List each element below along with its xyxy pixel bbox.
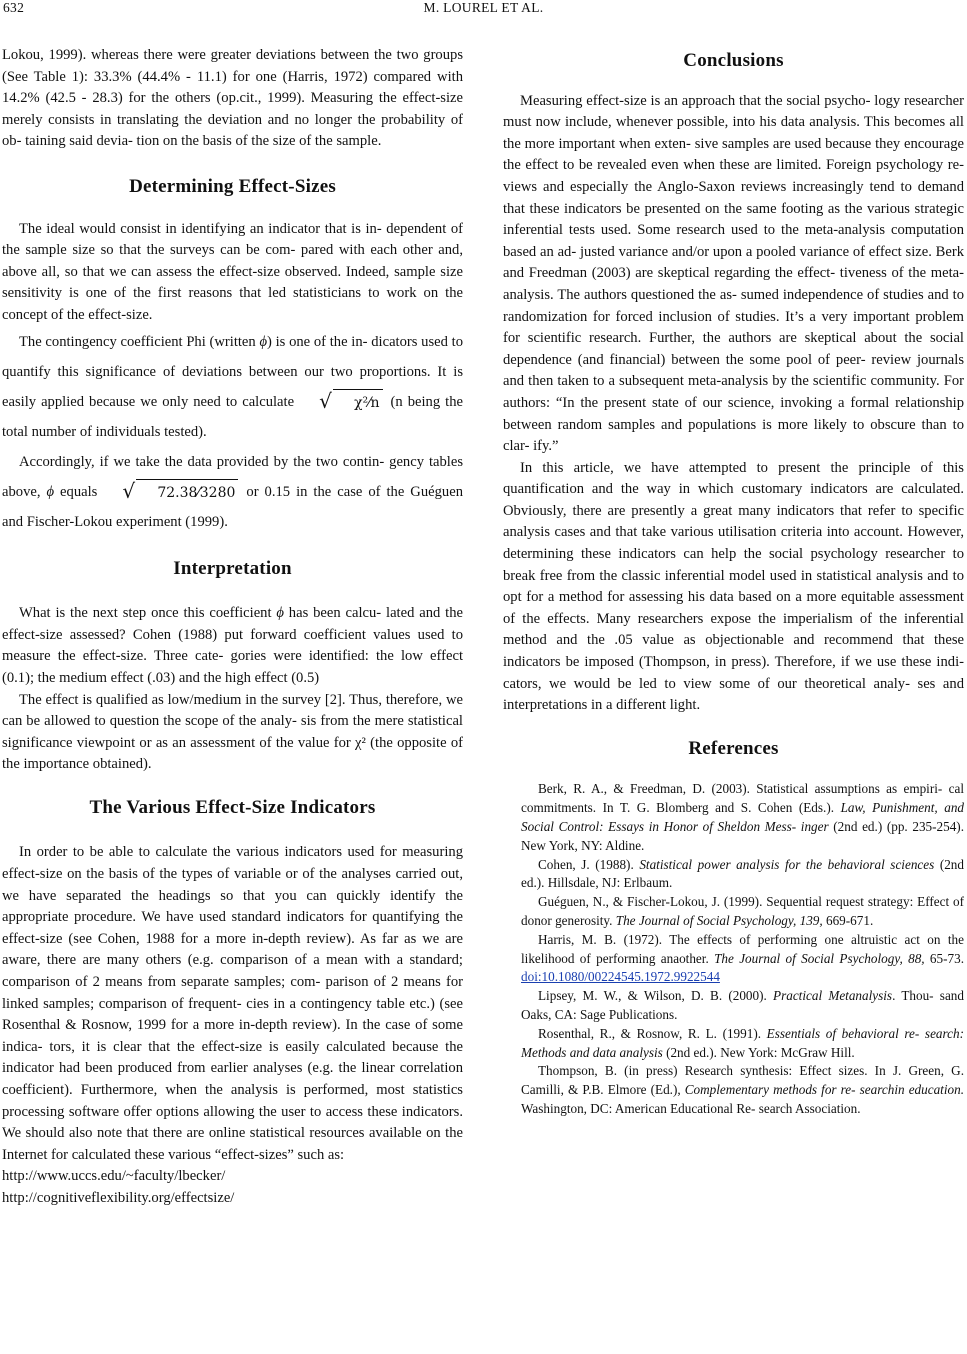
url-cognitiveflexibility: http://cognitiveflexibility.org/effectsize/	[2, 1189, 235, 1206]
effect-paragraph-2	[2, 327, 463, 447]
reference-title: The Journal of Social Psychology, 88,	[714, 950, 925, 966]
reference-text: Rosenthal, R., & Rosnow, R. L. (1991).	[538, 1025, 767, 1041]
section-heading-various-indicators: The Various Effect-Size Indicators	[89, 796, 376, 818]
formula-2-inner: 72.38⁄3280	[136, 479, 238, 506]
url-uccs: http://www.uccs.edu/~faculty/lbecker/	[2, 1168, 226, 1185]
doi-link[interactable]: doi:10.1080/00224545.1972.9922544	[521, 969, 720, 985]
various-paragraph-1: In order to be able to calculate the various indicators used for measuring effect-size on the basis of the types of variable or of the analyses carried out, we have separated the headings so that you can quickly identify the appropriate procedure. We have used standard indicators for quantifying the effect-size (see Cohen, 1988 for a more in-depth review). As far as we are aware, there are many others (e.g. comparison of a mean with a standard; comparison of 2 means from separate samples; com- parison of 2 means for linked samples; comparison of frequent- cies in a contingency table etc.) (see Rosenthal & Rosnow, 1999 for a more in-depth review). In the case of some indica- tors, it is clear that the effect-size is easily calculated because the indicator had been produced from earlier analyses (e.g. the linear correlation coefficient). Furthermore, when the analysis is performed, most statistics processing software offer options allowing the user to access these indicators. We should also note that there are online statistical resources available on the Internet for calculated these various “effect-sizes” such as:	[2, 844, 463, 1163]
reference-item	[503, 1025, 964, 1063]
running-title: M. LOUREL ET AL.	[423, 0, 544, 15]
radical-sign-icon: √	[122, 479, 136, 504]
reference-item	[503, 780, 964, 855]
reference-text: Lipsey, M. W., & Wilson, D. B. (2000).	[538, 988, 774, 1004]
effect-p3-text-a: Accordingly, if we take the data provided by the two contin- gency tables above,	[2, 453, 463, 500]
reference-item	[503, 856, 964, 894]
effect-p3-text-b: equals	[54, 483, 98, 500]
section-heading-effect-sizes: Determining Effect-Sizes	[129, 175, 336, 197]
reference-item	[503, 987, 964, 1025]
reference-text: (2nd ed.). New York: McGraw Hill.	[662, 1044, 855, 1060]
reference-text: 65-73.	[924, 950, 964, 966]
reference-title: Statistical power analysis for the behavioral sciences	[639, 856, 935, 872]
reference-item	[503, 931, 964, 987]
reference-title: The Journal of Social Psychology, 139,	[615, 912, 823, 928]
phi-symbol: ϕ	[259, 333, 268, 350]
reference-text: Washington, DC: American Educational Re- search Association.	[521, 1100, 861, 1116]
formula-1-inner: χ²⁄n	[333, 389, 382, 416]
reference-title: Practical Metanalysis	[773, 988, 893, 1004]
concl-paragraph-1: Measuring effect-size is an approach that the social psycho- logy researcher must now include, whenever possible, into his data analysis. This becomes all the more important when exten- sive samples are used because they encourage the effect to be revealed even when these are limited. Foreign psychology re- views and especially the Anglo-Saxon reviews increasingly tend to demand that these indicators be presented on the same footing as the various strategic inferential tests used. Some research used to the meta-analysis computation based an ad- justed variance and/or upon a pooled variance of effect size. Berk and Freedman (2003) are skeptical regarding the effect- tiveness of the meta-analysis. The authors questioned the as- sumed independence of studies and to randomization for forced inclusion of studies. It’s a very important problem for scientific research. Further, the authors are skeptical about the social dependence (and financial) between the some pool of peer- review journals and then taken to a subsequent meta-analysis by the scientific community. For authors: “In the present state of our science, invoking a formal relationship between random samples and populations is more likely to obscure than to clar- ify.”	[503, 92, 964, 455]
reference-text: . Thou- sand Oaks, CA: Sage Publications.	[521, 988, 964, 1022]
effect-paragraph-1: The ideal would consist in identifying an indicator that is in- dependent of the sample size so that the surveys can be com- pared with each other and, above all, so that we can assess the effect-size observed. Indeed, sample size sensitivity is one of the first reasons that led statisticians to work on the concept of the effect-size.	[2, 220, 463, 323]
reference-item	[503, 893, 964, 931]
section-heading-conclusions: Conclusions	[683, 50, 784, 71]
phi-symbol: ϕ	[46, 483, 55, 500]
section-heading-references: References	[688, 737, 779, 759]
effect-p3-text-c: or 0.15 in the case of the Guéguen and Fischer-Lokou experiment (1999).	[2, 483, 463, 530]
reference-title: Complementary methods for re- searchin education.	[684, 1082, 964, 1098]
intro-paragraph: Lokou, 1999). whereas there were greater deviations between the two groups (See Table 1): 33.3% (44.4% - 11.1) for one (Harris, 1972) compared with 14.2% (42.5 - 28.3) for the others (op.cit., 1999). Measuring the effect-size merely consists in translating the deviation and no longer the probability of ob- taining said devia- tion on the basis of the size of the sample.	[2, 47, 463, 150]
reference-text: Guéguen, N., & Fischer-Lokou, J. (1999). Sequential request strategy: Effect of donor generosity.	[521, 894, 964, 928]
reference-text: (2nd ed.) (pp. 235-254). New York, NY: Aldine.	[521, 819, 964, 853]
reference-text: Harris, M. B. (1972). The effects of performing one altruistic act on the likelihood of performing anaother.	[521, 931, 964, 966]
interp-p1-text-b: has been calcu- lated and the effect-size assessed? Cohen (1988) put forward coefficient values used to measure the effect-size. Three cate- gories were identified: the low effect (0.1); the medium effect (.03) and the high effect (0.5)	[2, 605, 463, 686]
interp-p1-text-a: What is the next step once this coefficient	[19, 605, 277, 622]
reference-title: Law, Punishment, and Social Control: Essays in Honor of Sheldon Mess- inger	[521, 800, 965, 834]
reference-list	[503, 780, 964, 1118]
effect-p2-text-b: ) is one of the in- dicators used to quantify this significance of deviations between our two proportions. It is easily applied because we only need to calculate	[2, 333, 463, 410]
concl-paragraph-2: In this article, we have attempted to present the principle of this quantification and the way in which customary indicators are calculated. Obviously, there are presently a great many indicators that refer to specific analysis cases and that take various utilisation criteria into account. However, determining these indicators can help the social psychology researcher to break free from the classic inferential model used in statistical analysis and to opt for a method for assessing his data based on a more equitable assessment of the effects. Many researchers expose the imperialism of the inferential method and the .05 value as objectionable and recommend that these indicators be imposed (Thompson, in press). Therefore, if we use these indi- cators, we would be led to view some of our theoretical analy- ses and interpretations in a different light.	[503, 459, 964, 714]
formula-sqrt-value	[105, 479, 238, 505]
reference-text: (2nd ed.). Hillsdale, NJ: Erlbaum.	[521, 856, 964, 891]
page-number: 632	[3, 0, 25, 15]
right-column	[503, 50, 964, 1119]
page-header	[0, 0, 967, 30]
effect-p2-text-c: (n being the total number of individuals tested).	[2, 393, 463, 440]
reference-text: Berk, R. A., & Freedman, D. (2003). Statistical assumptions as empiri- cal commitments. In T. G. Blomberg and S. Cohen (Eds.).	[521, 781, 964, 816]
section-heading-interpretation: Interpretation	[173, 557, 292, 579]
interp-paragraph-2: The effect is qualified as low/medium in the survey [2]. Thus, therefore, we can be allowed to question the scope of the analy- sis from the mere statistical significance viewpoint or as an assessment of the value for χ² (the opposite of the importance obtained).	[2, 691, 463, 773]
reference-title: Essentials of behavioral re- search: Methods and data analysis	[521, 1025, 964, 1060]
radical-sign-icon: √	[319, 389, 332, 414]
left-column	[2, 45, 463, 1210]
phi-symbol: ϕ	[276, 605, 284, 622]
reference-item	[503, 1062, 964, 1118]
reference-text: Cohen, J. (1988).	[538, 856, 640, 872]
reference-text: 669-671.	[822, 912, 874, 928]
effect-p2-text-a: The contingency coefficient Phi (written	[19, 333, 260, 350]
reference-text: Thompson, B. (in press) Research synthesis: Effect sizes. In J. Green, G. Camilli, & P.B. Elmore (Ed.),	[521, 1063, 964, 1098]
interp-paragraph-1	[2, 603, 463, 689]
effect-paragraph-3	[2, 447, 463, 537]
formula-sqrt-chi-over-n	[302, 389, 382, 415]
